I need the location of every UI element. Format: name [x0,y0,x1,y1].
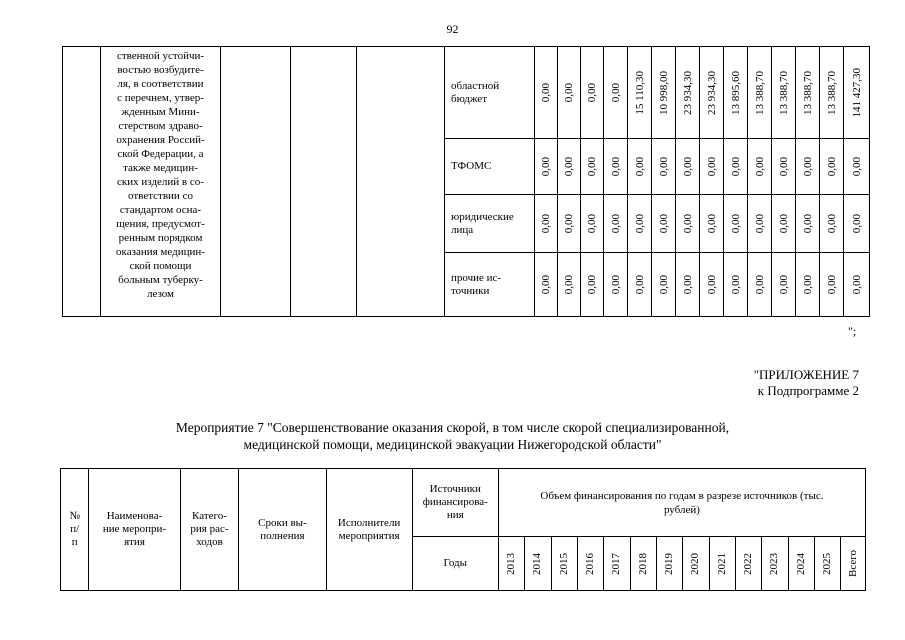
source-line-2: точники [451,284,490,297]
value-cell [652,253,676,317]
year-text: 2018 [636,552,649,575]
description-line-13: щения, предусмот- [116,218,205,230]
year-header [498,537,524,591]
value-text: 0,00 [540,274,552,295]
value-text: 0,00 [705,274,718,295]
value-text: 0,00 [753,213,766,234]
header-sources [412,469,498,537]
value-text: 0,00 [825,213,838,234]
value-text: 0,00 [586,213,598,234]
value-text: 13 388,70 [825,70,838,115]
category-header-line-1: Катего- [192,510,227,522]
continued-financing-table [62,46,870,317]
value-text: 23 934,30 [705,70,718,115]
value-cell [772,139,796,195]
value-cell [628,47,652,139]
value-cell [796,195,820,253]
description-line-15: оказания медицин- [116,246,205,258]
sources-header-line-1: Источники [429,483,481,495]
value-text: 0,00 [609,274,622,295]
value-text: 13 388,70 [801,70,814,115]
source-line-1: юридические [451,210,514,223]
value-cell [581,47,604,139]
value-text: 0,00 [633,213,646,234]
description-line-12: стандартом осна- [119,204,202,216]
value-text: 0,00 [801,274,814,295]
value-text: 0,00 [850,156,863,177]
category-cell [221,47,291,317]
description-line-17: больным туберку- [118,274,203,286]
year-header [762,537,788,591]
value-cell [772,195,796,253]
value-text: 0,00 [540,82,552,103]
value-text: 0,00 [850,274,863,295]
value-text: 0,00 [586,156,598,177]
value-cell [676,253,700,317]
financing-header-line-2: рублей) [663,503,700,516]
value-cell [796,139,820,195]
value-cell [628,139,652,195]
measure-title [0,419,905,453]
source-label [445,47,535,139]
value-text: 0,00 [729,213,742,234]
appendix-heading [754,367,859,399]
source-label [445,195,535,253]
year-text: 2017 [610,552,623,575]
value-cell [844,195,870,253]
header-financing [498,469,865,537]
value-text: 0,00 [825,156,838,177]
header-name [89,469,180,591]
value-text: 0,00 [586,82,598,103]
value-text: 0,00 [563,156,575,177]
year-text: 2020 [689,552,702,575]
value-cell [724,47,748,139]
value-cell [581,195,604,253]
number-cell [63,47,101,317]
year-header [577,537,603,591]
value-cell [604,47,628,139]
value-text: 0,00 [681,156,694,177]
description-line-8: ской Федерации, а [117,148,204,160]
sources-header-line-3: ния [446,509,464,521]
source-label [445,139,535,195]
value-cell [700,139,724,195]
value-cell [748,47,772,139]
value-cell [535,139,558,195]
year-text: Всего [846,550,859,577]
year-text: 2025 [821,552,834,575]
header-years-label: Годы [412,537,498,591]
year-header [683,537,709,591]
value-cell [820,253,844,317]
year-text: 2019 [663,552,676,575]
year-text: 2023 [768,552,781,575]
value-text: 0,00 [563,274,575,295]
year-header [735,537,761,591]
value-text: 0,00 [777,274,790,295]
value-cell [604,195,628,253]
value-cell [558,139,581,195]
value-cell [748,253,772,317]
value-text: 23 934,30 [681,70,694,115]
description-line-9: также медицин- [123,162,198,174]
value-text: 0,00 [540,213,552,234]
name-header-line-2: ние меропри- [102,523,167,535]
category-header-line-3: ходов [196,536,223,548]
description-line-16: ской помощи [129,260,192,272]
source-label [445,253,535,317]
value-cell [796,47,820,139]
value-cell [604,253,628,317]
year-header [841,537,866,591]
value-cell [724,139,748,195]
value-text: 0,00 [850,213,863,234]
description-line-3: ля, в соответствии [117,78,204,90]
executors-header-line-1: Исполнители [337,516,401,529]
measure-description [101,47,221,317]
number-header-line-1: № [69,510,80,522]
value-text: 0,00 [753,156,766,177]
description-line-7: охранения Россий- [116,134,205,146]
year-text: 2016 [584,552,597,575]
source-line-2: лица [451,223,474,236]
value-text: 0,00 [753,274,766,295]
value-text: 0,00 [681,274,694,295]
value-cell [820,195,844,253]
value-cell [558,47,581,139]
measure-7-table-header [60,468,866,591]
year-text: 2024 [794,552,807,575]
terms-header-line-2: полнения [260,529,305,542]
value-cell [772,253,796,317]
value-cell [748,139,772,195]
description-line-10: ских изделий в со- [117,176,204,188]
value-cell [700,47,724,139]
description-line-1: ственной устойчи- [116,50,205,62]
value-text: 0,00 [825,274,838,295]
value-cell [796,253,820,317]
year-text: 2013 [505,552,518,575]
terms-cell [291,47,357,317]
value-text: 0,00 [705,213,718,234]
page-number: 92 [446,22,459,36]
value-cell [558,195,581,253]
value-text: 13 895,60 [729,70,742,115]
value-cell [558,253,581,317]
value-cell [628,253,652,317]
header-category [180,469,239,591]
appendix-subtitle: к Подпрограмме 2 [757,383,859,398]
description-line-4: с перечнем, утвер- [117,92,204,104]
value-text: 0,00 [609,213,622,234]
header-number [61,469,89,591]
terms-header-line-1: Сроки вы- [258,516,307,529]
year-header [656,537,682,591]
value-cell [676,139,700,195]
appendix-title: "ПРИЛОЖЕНИЕ 7 [753,367,859,382]
value-cell [628,195,652,253]
source-line-1: прочие ис- [451,271,502,284]
source-line-1: областной [451,79,500,92]
end-quote: "; [848,324,857,338]
number-header-line-3: п [71,536,78,548]
value-text: 0,00 [609,156,622,177]
value-text: 0,00 [705,156,718,177]
value-cell [652,139,676,195]
year-header [604,537,630,591]
header-executors [326,469,412,591]
executors-header-line-2: мероприятия [338,529,400,542]
value-text: 0,00 [633,274,646,295]
value-text: 0,00 [777,156,790,177]
value-cell [581,253,604,317]
description-line-11: ответствии со [128,190,193,202]
value-text: 10 998,00 [657,70,670,115]
year-text: 2021 [715,552,728,575]
value-text: 13 388,70 [777,70,790,115]
value-cell [724,253,748,317]
name-header-line-3: ятия [124,536,145,548]
source-line-2: бюджет [451,92,487,105]
value-cell [700,195,724,253]
year-header [709,537,735,591]
description-line-14: ренным порядком [118,232,203,244]
description-line-2: востью возбудите- [117,64,204,76]
year-header [525,537,551,591]
value-text: 0,00 [681,213,694,234]
measure-title-line-1: Мероприятие 7 "Совершенствование оказания скорой, в том числе скорой специализированной, [175,420,730,435]
description-line-5: жденным Мини- [121,106,200,118]
value-text: 0,00 [563,213,575,234]
year-text: 2015 [557,552,570,575]
financing-header-line-1: Объем финансирования по годам в разрезе источников (тыс. [540,489,824,502]
value-cell [535,195,558,253]
value-cell [676,195,700,253]
year-header [551,537,577,591]
value-cell [652,47,676,139]
value-text: 0,00 [540,156,552,177]
financing-row [63,47,870,139]
value-cell [535,253,558,317]
value-text: 0,00 [657,156,670,177]
year-header [814,537,840,591]
header-terms [239,469,326,591]
value-cell [700,253,724,317]
value-text: 0,00 [729,156,742,177]
year-text: 2014 [531,552,544,575]
value-cell [844,139,870,195]
value-text: 0,00 [563,82,575,103]
description-line-18: лезом [146,288,175,300]
year-header [788,537,814,591]
value-cell [652,195,676,253]
value-text: 0,00 [729,274,742,295]
source-line-1: ТФОМС [451,160,492,172]
value-text: 0,00 [657,274,670,295]
value-cell [604,139,628,195]
value-cell [820,139,844,195]
value-cell [844,253,870,317]
value-text: 0,00 [657,213,670,234]
value-text: 0,00 [801,213,814,234]
value-cell [820,47,844,139]
value-cell [581,139,604,195]
value-text: 0,00 [801,156,814,177]
name-header-line-1: Наименова- [106,510,163,522]
value-text: 141 427,30 [850,67,863,118]
value-text: 13 388,70 [753,70,766,115]
value-cell [748,195,772,253]
category-header-line-2: рия рас- [190,523,229,535]
value-text: 0,00 [777,213,790,234]
measure-title-line-2: медицинской помощи, медицинской эвакуации Нижегородской области" [243,437,662,452]
value-text: 0,00 [633,156,646,177]
description-line-6: стерством здраво- [118,120,203,132]
executors-cell [357,47,445,317]
value-cell [772,47,796,139]
number-header-line-2: п/ [70,523,80,535]
value-cell [676,47,700,139]
value-text: 0,00 [586,274,598,295]
year-text: 2022 [742,552,755,575]
value-cell [844,47,870,139]
value-cell [535,47,558,139]
value-cell [724,195,748,253]
sources-header-line-2: финансирова- [422,496,488,508]
value-text: 0,00 [609,82,622,103]
year-header [630,537,656,591]
value-text: 15 110,30 [633,70,646,115]
